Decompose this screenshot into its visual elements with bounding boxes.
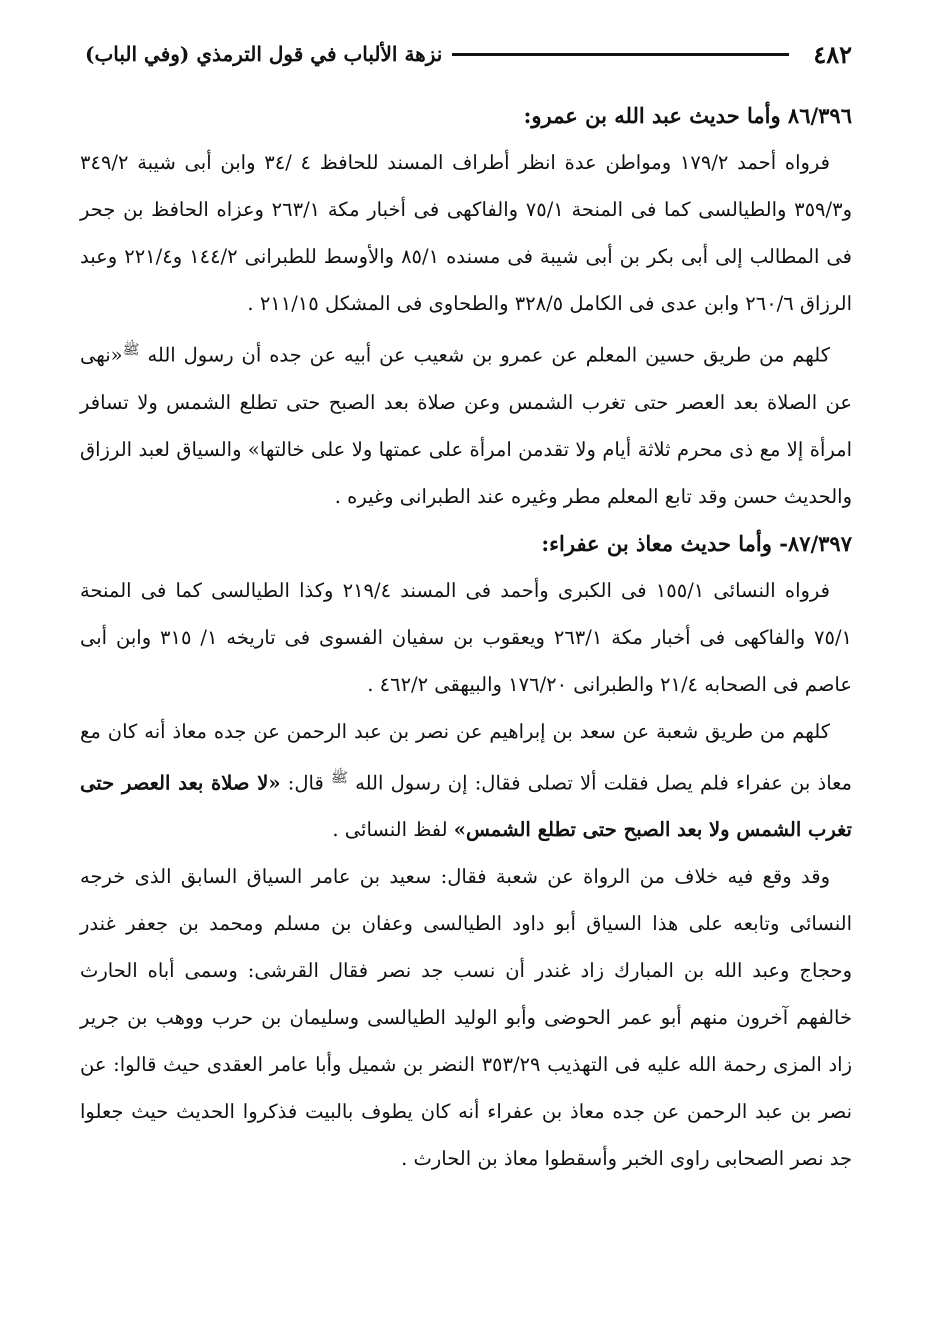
paragraph-396-sources: فرواه أحمد ١٧٩/٢ ومواطن عدة انظر أطراف المسند للحافظ ٤ /٣٤ وابن أبى شيبة ٣٤٩/٢ و٣٥٩/٣ والطيالسى كما فى المنحة ٧٥/١ والفاكهى فى أخبار مكة ٢٦٣/١ وعزاه الحافظ بن جحر فى المطالب إلى أبى بكر بن أبى شيبة فى مسنده ٨٥/١ والأوسط للطبرانى ١٤٤/٢ و٢٢١/٤ وعبد الرزاق ٢٦٠/٦ وابن عدى فى الكامل ٣٢٨/٥ والطحاوى فى المشكل ٢١١/١٥ .: [80, 151, 852, 315]
page-body: [80, 92, 852, 1300]
section-heading-397: ٨٧/٣٩٧- وأما حديث معاذ بن عفراء:: [541, 530, 852, 556]
header-rule: [452, 53, 789, 56]
paragraph-396-text: «نهى عن الصلاة بعد العصر حتى تغرب الشمس وعن صلاة بعد الصبح حتى تطلع الشمس ولا تسافر امرأة إلا مع ذى محرم ثلاثة أيام ولا تقدمن امرأة على عمتها ولا على خالتها» والسياق لعبد الرزاق والحديث حسن وقد تابع المعلم مطر وغيره عند الطبرانى وغيره .: [80, 343, 852, 508]
hadith-quote: «لا صلاة بعد العصر حتى تغرب الشمس ولا بعد الصبح حتى تطلع الشمس»: [80, 771, 852, 841]
page-number: ٤٨٢: [813, 39, 852, 69]
paragraph-396-hadith: [80, 327, 852, 520]
salawat-symbol: ﷺ: [331, 769, 348, 786]
paragraph-396-intro: كلهم من طريق حسين المعلم عن عمرو بن شعيب عن أبيه عن جده أن رسول الله: [147, 343, 831, 367]
paragraph-397-tail: لفظ النسائى .: [332, 818, 448, 841]
page-header: [85, 34, 852, 74]
paragraph-397-discussion: وقد وقع فيه خلاف من الرواة عن شعبة فقال: سعيد بن عامر السياق السابق الذى خرجه النسائى وتابعه على هذا السياق أبو داود الطيالسى وعفان بن مسلم ومحمد بن جعفر غندر وحجاج وعبد الله بن المبارك زاد غندر أن نسب جد نصر فقال القرشى: وسمى أباه الحارث خالفهم آخرون منهم أبو عمر الحوضى وأبو الوليد الطيالسى وسليمان بن حرب ووهب بن جرير زاد المزى رحمة الله عليه فى التهذيب ٣٥٣/٢٩ النضر بن شميل وأبا عامر العقدى حيث قالوا: عن نصر بن عبد الرحمن عن جده معاذ بن عفراء أنه كان يطوف بالبيت فذكروا الحديث حيث جعلوا جد نصر الصحابى راوى الخبر وأسقطوا معاذ بن الحارث .: [80, 865, 852, 1170]
salawat-symbol: ﷺ: [122, 342, 140, 358]
running-title: نزهة الألباب في قول الترمذي (وفي الباب): [85, 42, 443, 66]
paragraph-397-intro: كلهم من طريق شعبة عن سعد بن إبراهيم عن نصر بن عبد الرحمن عن جده معاذ أنه كان مع معاذ بن عفراء فلم يصل فقلت ألا تصلى فقال: إن رسول الله: [80, 719, 852, 794]
section-heading-396: ٨٦/٣٩٦ وأما حديث عبد الله بن عمرو:: [523, 103, 852, 128]
paragraph-397-said: قال:: [287, 771, 324, 794]
paragraph-397-hadith: [80, 708, 852, 854]
paragraph-397-sources: فرواه النسائى ١٥٥/١ فى الكبرى وأحمد فى المسند ٢١٩/٤ وكذا الطيالسى كما فى المنحة ٧٥/١ والفاكهى فى أخبار مكة ٢٦٣/١ ويعقوب بن سفيان الفسوى فى تاريخه ١/ ٣١٥ وابن أبى عاصم فى الصحابه ٢١/٤ والطبرانى ١٧٦/٢٠ والبيهقى ٤٦٢/٢ .: [80, 578, 852, 696]
